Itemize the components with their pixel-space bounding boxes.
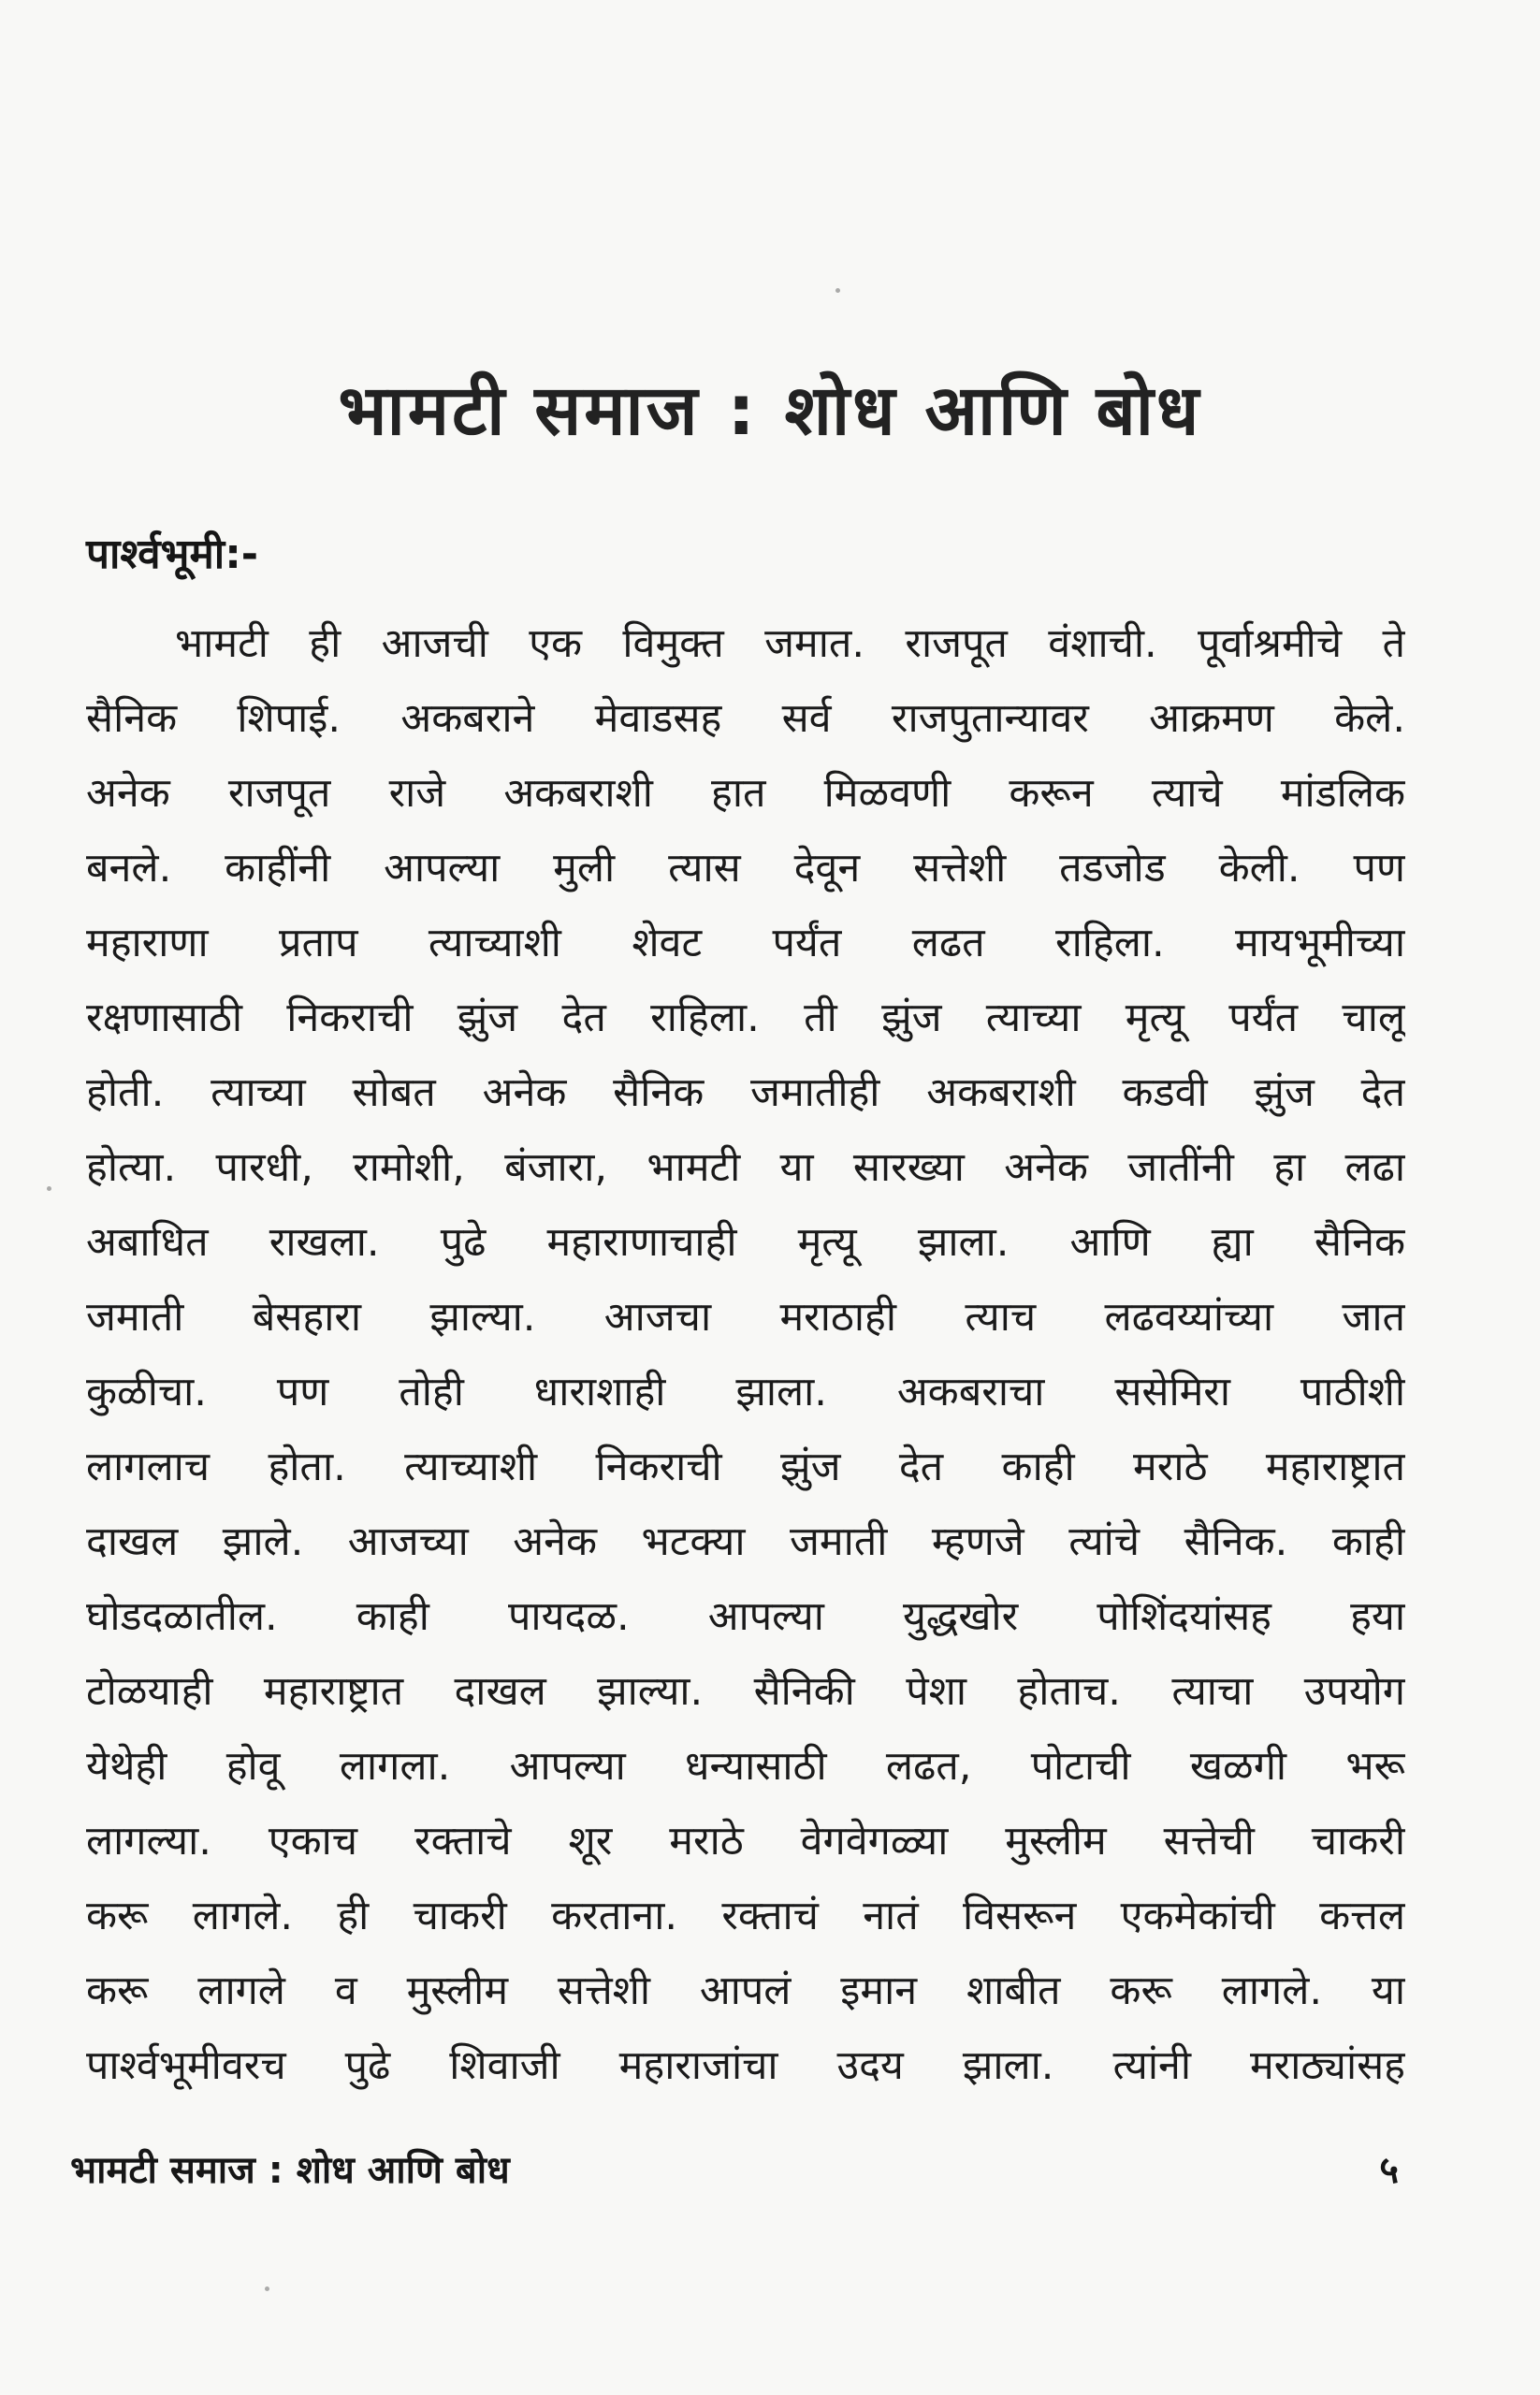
text-line: कुळीचा. पण तोही धाराशाही झाला. अकबराचा ससेमिरा पाठीशी (86, 1369, 1405, 1415)
text-line: लागलाच होता. त्याच्याशी निकराची झुंज देत काही मराठे महाराष्ट्रात (86, 1444, 1405, 1490)
text-line: अनेक राजपूत राजे अकबराशी हात मिळवणी करून त्याचे मांडलिक (86, 770, 1405, 817)
text-line: रक्षणासाठी निकराची झुंज देत राहिला. ती झुंज त्याच्या मृत्यू पर्यंत चालू (86, 994, 1405, 1041)
text-line: लागल्या. एकाच रक्ताचे शूर मराठे वेगवेगळ्या मुस्लीम सत्तेची चाकरी (86, 1818, 1405, 1865)
text-line: पार्श्वभूमीवरच पुढे शिवाजी महाराजांचा उदय झाला. त्यांनी मराठ्यांसह (86, 2042, 1405, 2089)
text-line: जमाती बेसहारा झाल्या. आजचा मराठाही त्याच लढवय्यांच्या जात (86, 1294, 1405, 1341)
running-title: भामटी समाज : शोध आणि बोध (70, 2149, 510, 2192)
text-line: महाराणा प्रताप त्याच्याशी शेवट पर्यंत लढत राहिला. मायभूमीच्या (86, 920, 1405, 966)
text-line: अबाधित राखला. पुढे महाराणाचाही मृत्यू झाला. आणि ह्या सैनिक (86, 1219, 1405, 1266)
section-heading: पार्श्वभूमी:- (86, 530, 259, 578)
page-footer (70, 2142, 1399, 2199)
text-line: होत्या. पारधी, रामोशी, बंजारा, भामटी या सारख्या अनेक जातींनी हा लढा (86, 1144, 1405, 1191)
print-speck (265, 2286, 269, 2291)
chapter-title: भामटी समाज : शोध आणि बोध (338, 370, 1202, 451)
text-line: टोळयाही महाराष्ट्रात दाखल झाल्या. सैनिकी पेशा होताच. त्याचा उपयोग (86, 1668, 1405, 1715)
text-line: करू लागले. ही चाकरी करताना. रक्ताचं नातं विसरून एकमेकांची कत्तल (86, 1893, 1405, 1939)
text-line: होती. त्याच्या सोबत अनेक सैनिक जमातीही अकबराशी कडवी झुंज देत (86, 1069, 1405, 1116)
text-line: दाखल झाले. आजच्या अनेक भटक्या जमाती म्हणजे त्यांचे सैनिक. काही (86, 1518, 1405, 1565)
text-line: करू लागले व मुस्लीम सत्तेशी आपलं इमान शाबीत करू लागले. या (86, 1967, 1405, 2014)
print-speck (47, 1186, 51, 1191)
text-line: सैनिक शिपाई. अकबराने मेवाडसह सर्व राजपुतान्यावर आक्रमण केले. (86, 695, 1405, 742)
text-line: घोडदळातील. काही पायदळ. आपल्या युद्धखोर पोशिंदयांसह हया (86, 1593, 1405, 1640)
text-line: येथेही होवू लागला. आपल्या धन्यासाठी लढत, पोटाची खळगी भरू (86, 1743, 1405, 1790)
page-number: ५ (1379, 2149, 1399, 2192)
text-line: बनले. काहींनी आपल्या मुली त्यास देवून सत्तेशी तडजोड केली. पण (86, 845, 1405, 892)
print-speck (835, 288, 840, 293)
body-paragraph (86, 606, 1405, 2103)
text-line: भामटी ही आजची एक विमुक्त जमात. राजपूत वंशाची. पूर्वाश्रमीचे ते (175, 620, 1405, 667)
